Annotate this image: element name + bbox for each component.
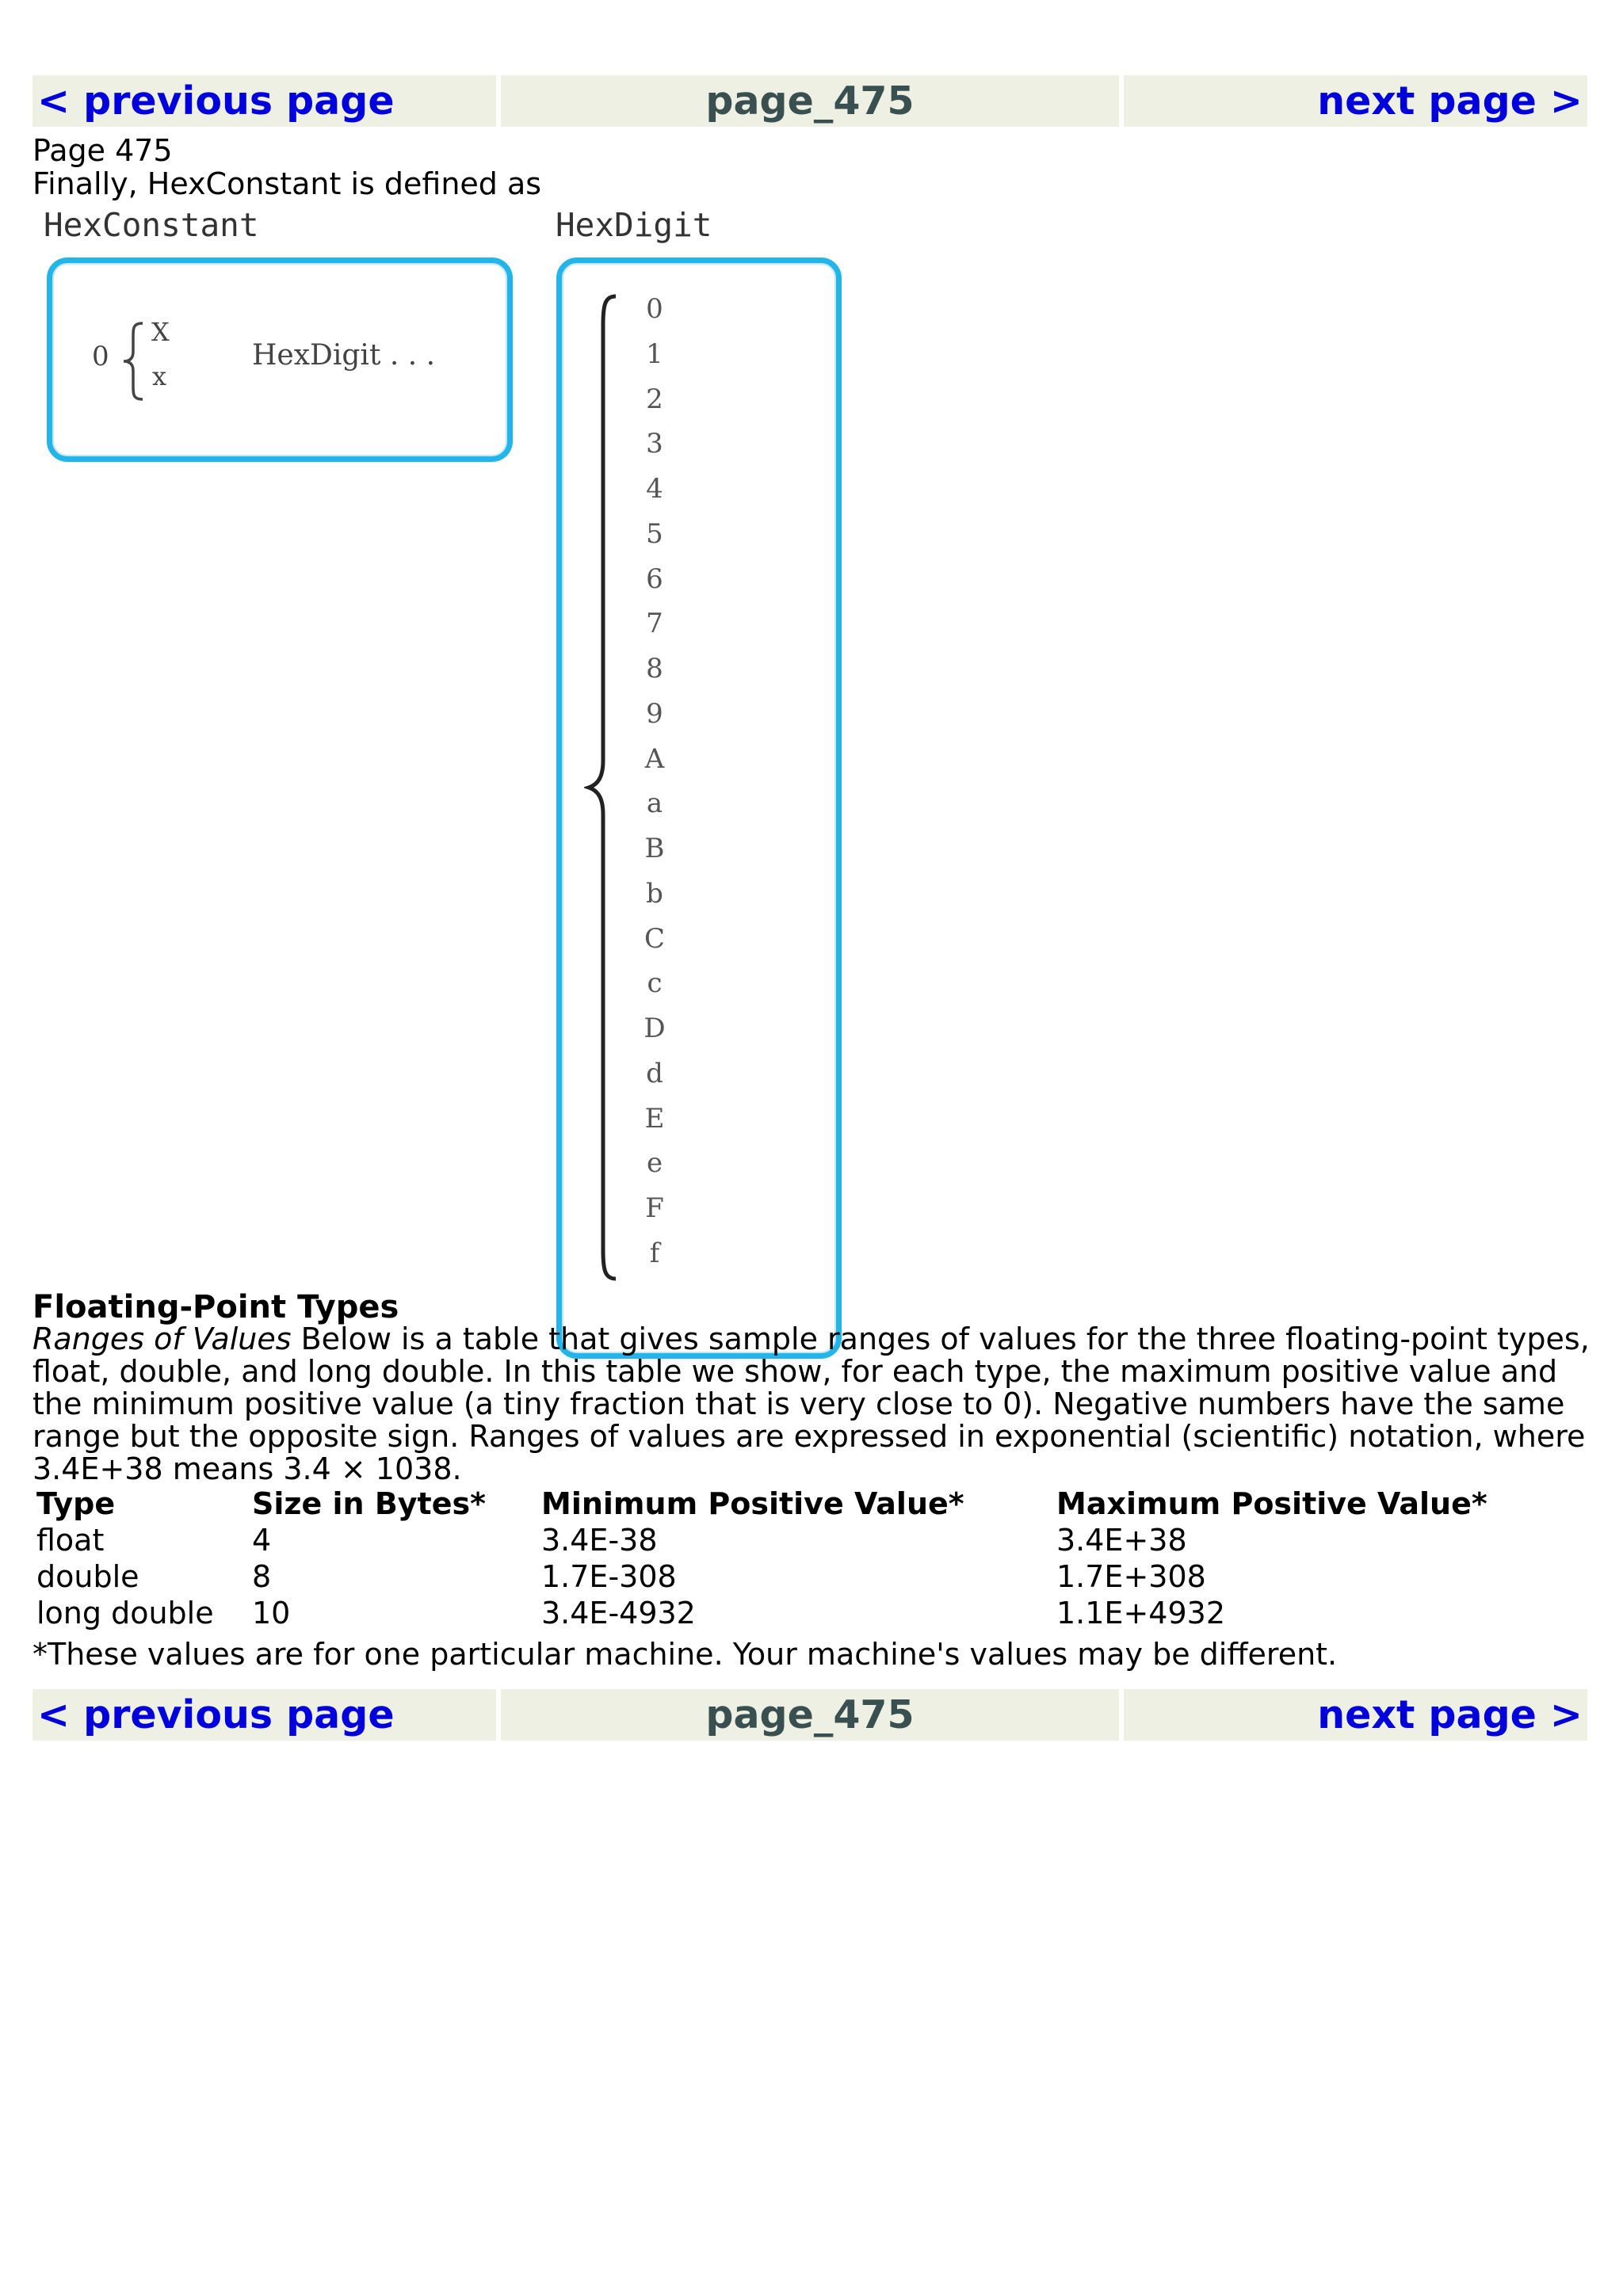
page-label: page_475 <box>501 1689 1119 1741</box>
previous-page-link[interactable]: < previous page <box>32 1689 496 1741</box>
hexdigit-item: 1 <box>646 338 663 370</box>
table-row <box>32 1595 1504 1631</box>
digits-brace-icon <box>584 293 624 1282</box>
page-number-text: Page 475 <box>32 133 173 168</box>
table-row <box>32 1522 1504 1558</box>
section-heading: Floating-Point Types <box>32 1289 399 1325</box>
bottom-navigation <box>32 1689 1592 1741</box>
cell-size: 4 <box>252 1523 272 1558</box>
cell-type: double <box>36 1559 139 1594</box>
page <box>32 75 1592 1737</box>
ranges-table <box>32 1486 1504 1631</box>
hexdigit-item: 2 <box>646 383 663 415</box>
hexdigit-item: 7 <box>646 608 663 639</box>
table-header-row <box>32 1486 1504 1522</box>
hexdigit-item: f <box>649 1238 660 1269</box>
ranges-body: Below is a table that gives sample ranges of values for the three floating-point types, float, double, and long double. In this table we show, for each type, the maximum positive value and the minimum positive value (a tiny fraction that is very close to 0). Negative numbers have the same range but the opposite sign. Ranges of values are expressed in exponential (scientific) notation, where 3.4E+38 means 3.4 × 1038. <box>32 1322 1590 1486</box>
table-row <box>32 1558 1504 1595</box>
next-page-link[interactable]: next page > <box>1124 1689 1587 1741</box>
next-page-link[interactable]: next page > <box>1124 75 1587 127</box>
hexdigit-item: 5 <box>646 518 663 550</box>
hexconstant-diagram <box>47 257 513 462</box>
hexdigit-item: a <box>646 788 663 819</box>
header-size: Size in Bytes* <box>252 1486 486 1521</box>
prefix-upper-x: X <box>151 317 170 347</box>
cell-max: 1.7E+308 <box>1056 1559 1206 1594</box>
hexdigit-item: B <box>644 833 665 864</box>
cell-type: long double <box>36 1596 214 1630</box>
ranges-paragraph <box>32 1323 1592 1486</box>
header-min: Minimum Positive Value* <box>541 1486 964 1521</box>
hexdigit-diagram <box>556 257 842 1359</box>
hexdigit-item: 9 <box>646 698 663 730</box>
cell-max: 1.1E+4932 <box>1056 1596 1225 1630</box>
ranges-lead: Ranges of Values <box>32 1322 292 1356</box>
hexdigit-item: e <box>646 1147 663 1179</box>
hexdigit-item: c <box>647 967 663 999</box>
hexconstant-title: HexConstant <box>44 206 259 244</box>
prefix-brace-icon <box>120 320 149 402</box>
prefix-zero: 0 <box>92 341 109 372</box>
hexdigit-item: C <box>643 923 665 955</box>
hexdigit-item: A <box>644 743 665 775</box>
cell-min: 1.7E-308 <box>541 1559 677 1594</box>
hexdigit-item: 8 <box>646 653 663 685</box>
hexdigit-item: 3 <box>646 428 663 460</box>
cell-min: 3.4E-4932 <box>541 1596 696 1630</box>
cell-max: 3.4E+38 <box>1056 1523 1187 1558</box>
hexdigit-title: HexDigit <box>556 206 712 244</box>
hexdigit-repeat: HexDigit . . . <box>252 339 436 372</box>
cell-min: 3.4E-38 <box>541 1523 658 1558</box>
hexdigit-item: E <box>644 1103 665 1135</box>
page-label: page_475 <box>501 75 1119 127</box>
header-max: Maximum Positive Value* <box>1056 1486 1487 1521</box>
hexdigit-item: b <box>646 878 663 910</box>
cell-size: 8 <box>252 1559 272 1594</box>
intro-text: Finally, HexConstant is defined as <box>32 166 542 201</box>
top-navigation <box>32 75 1592 127</box>
hexdigit-item: d <box>646 1058 663 1089</box>
footnote: *These values are for one particular machine. Your machine's values may be different. <box>32 1637 1338 1672</box>
prefix-lower-x: x <box>152 361 167 391</box>
hexdigit-item: 6 <box>646 563 663 595</box>
hexdigit-item: 4 <box>646 473 663 505</box>
cell-type: float <box>36 1523 105 1558</box>
cell-size: 10 <box>252 1596 291 1630</box>
previous-page-link[interactable]: < previous page <box>32 75 496 127</box>
hexdigit-item: 0 <box>646 293 663 325</box>
hexdigit-item: D <box>643 1013 666 1044</box>
header-type: Type <box>36 1486 116 1521</box>
hexdigit-item: F <box>645 1192 664 1224</box>
